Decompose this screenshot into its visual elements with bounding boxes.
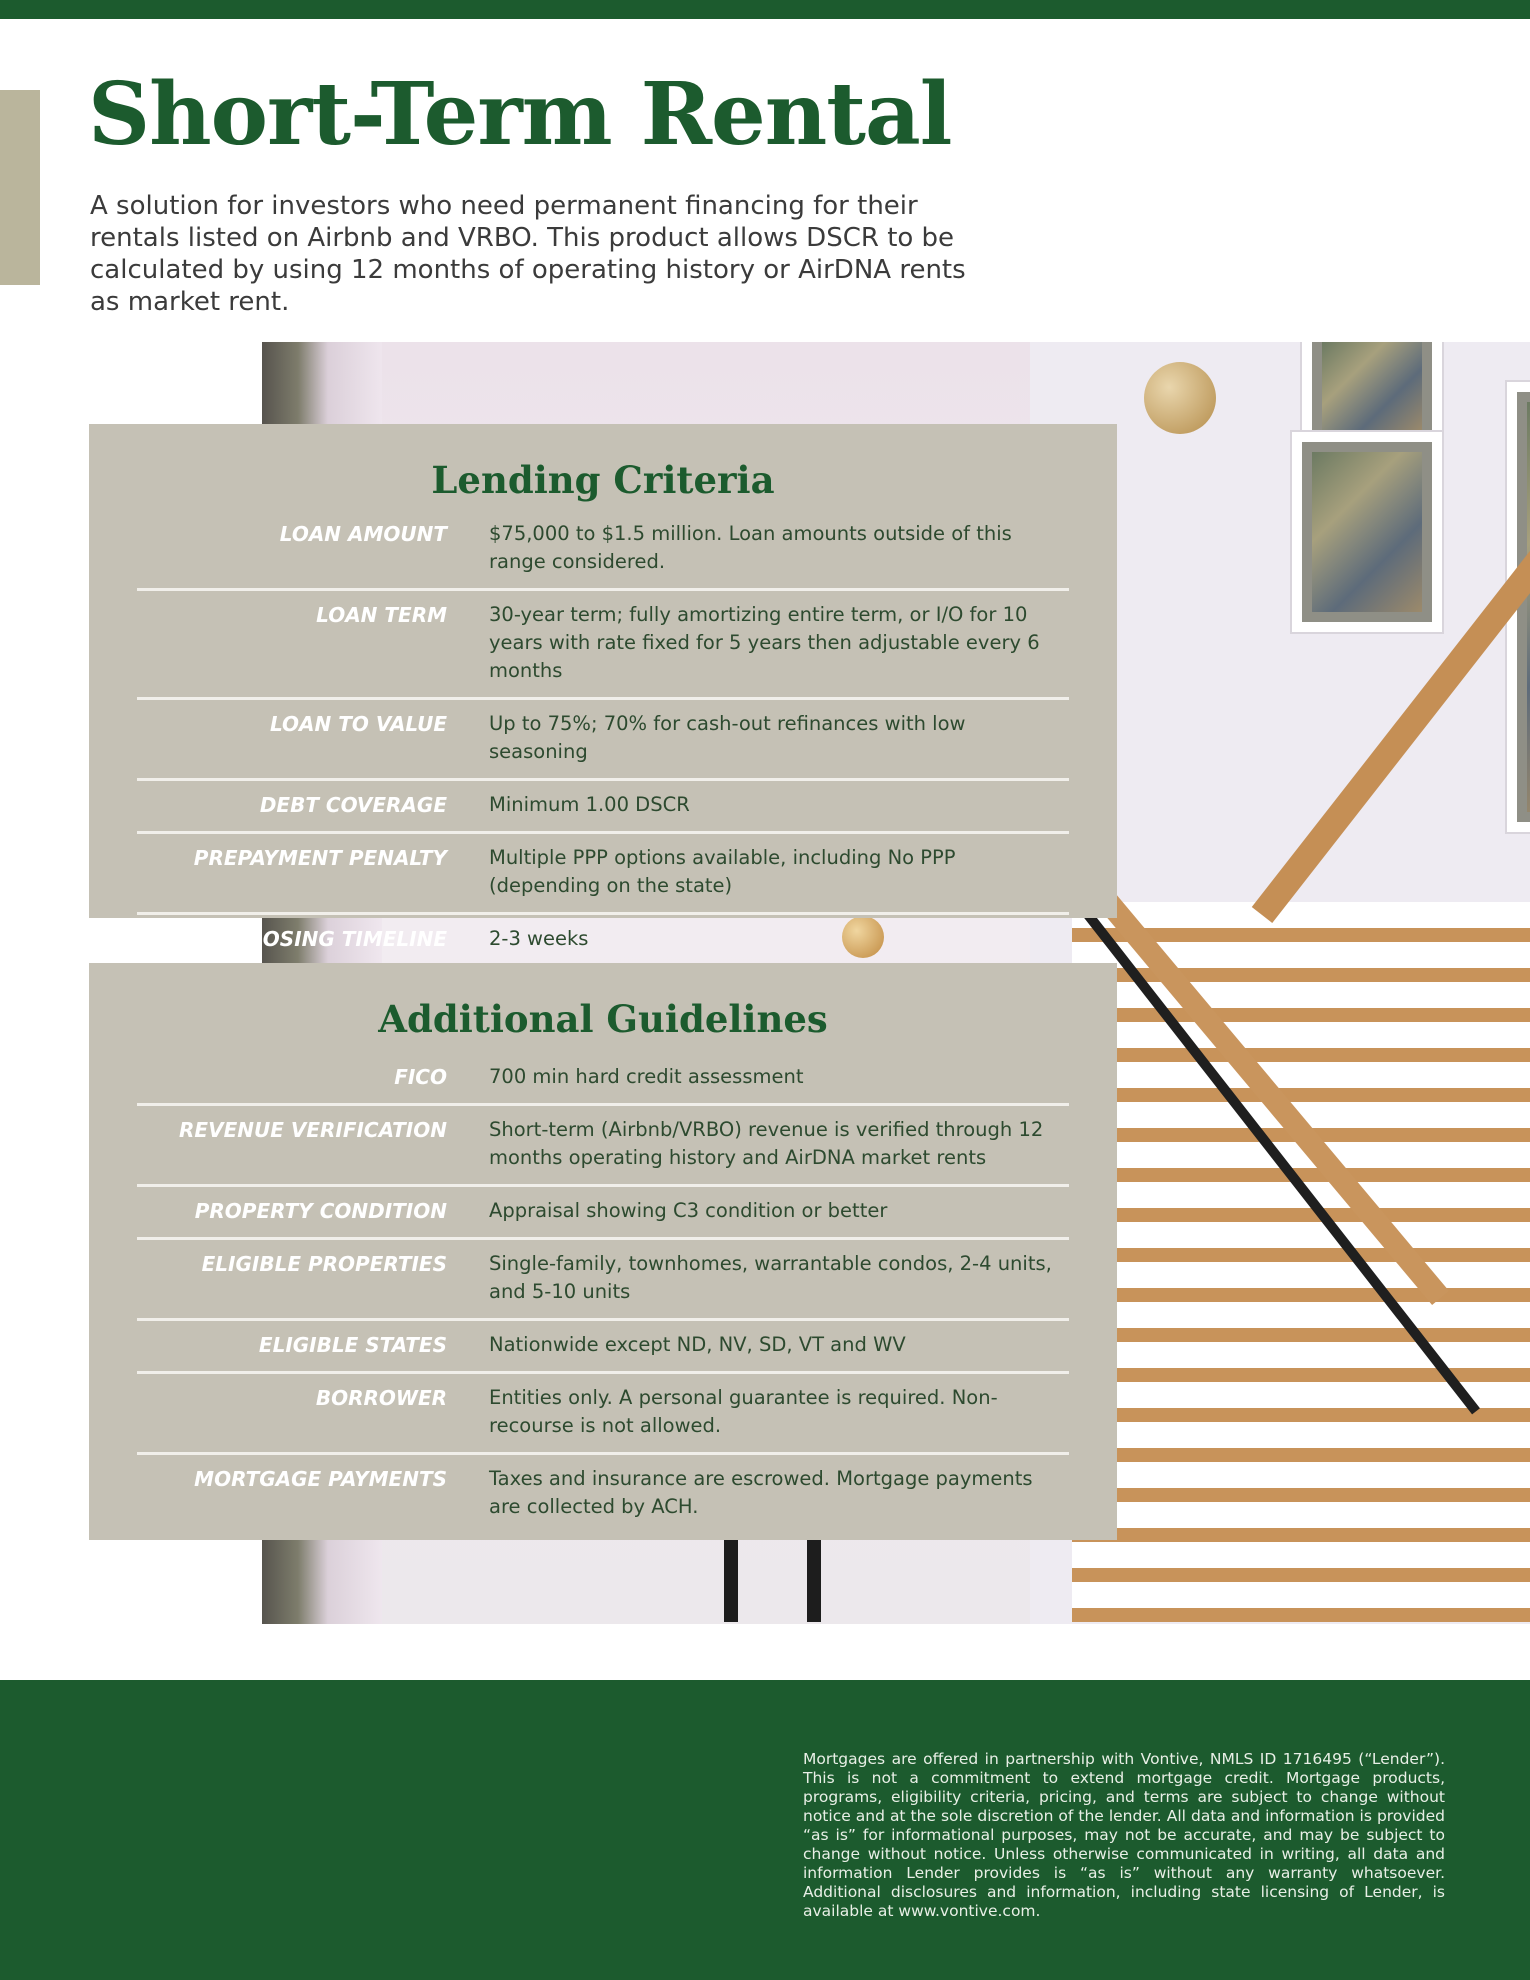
row-value: Appraisal showing C3 condition or better bbox=[489, 1199, 888, 1222]
row-value: Up to 75%; 70% for cash-out refinances with low seasoning bbox=[489, 712, 966, 763]
row-value: Entities only. A personal guarantee is required. Non-recourse is not allowed. bbox=[489, 1386, 998, 1437]
row-label: MORTGAGE PAYMENTS bbox=[194, 1467, 447, 1491]
table-row bbox=[137, 912, 1069, 965]
row-label: PROPERTY CONDITION bbox=[194, 1199, 447, 1223]
row-value: Single-family, townhomes, warrantable condos, 2-4 units, and 5-10 units bbox=[489, 1252, 1052, 1303]
table-row bbox=[137, 1237, 1069, 1318]
row-label: PREPAYMENT PENALTY bbox=[193, 846, 447, 870]
table-row bbox=[137, 831, 1069, 912]
row-label: LOAN TO VALUE bbox=[270, 712, 447, 736]
table-row bbox=[137, 1184, 1069, 1237]
photo-frame-2 bbox=[1292, 432, 1442, 632]
row-label: ELIGIBLE STATES bbox=[258, 1333, 447, 1357]
lending-criteria-table bbox=[137, 516, 1069, 965]
row-value: $75,000 to $1.5 million. Loan amounts outside of this range considered. bbox=[489, 522, 1012, 573]
row-label: BORROWER bbox=[315, 1386, 447, 1410]
table-row bbox=[137, 1318, 1069, 1371]
table-row bbox=[137, 1452, 1069, 1533]
table-row bbox=[137, 1059, 1069, 1103]
side-accent-block bbox=[0, 90, 40, 285]
table-row bbox=[137, 778, 1069, 831]
pendant-lamp bbox=[1144, 362, 1216, 434]
row-value: 700 min hard credit assessment bbox=[489, 1065, 804, 1088]
row-value: Nationwide except ND, NV, SD, VT and WV bbox=[489, 1333, 906, 1356]
row-label: FICO bbox=[394, 1065, 447, 1089]
row-value: Taxes and insurance are escrowed. Mortgage payments are collected by ACH. bbox=[489, 1467, 1033, 1518]
legal-disclaimer: Mortgages are offered in partnership with Vontive, NMLS ID 1716495 (“Lender”). This is not a commitment to extend mortgage credit. Mortgage products, programs, eligibility criteria, pricing, and terms are subject to change without notice and at the sole discretion of the lender. All data and information is provided “as is” for informational purposes, may not be accurate, and may be subject to change without notice. Unless otherwise communicated in writing, all data and information Lender provides is “as is” without any warranty whatsoever. Additional disclosures and information, including state licensing of Lender, is available at www.vontive.com. bbox=[803, 1750, 1445, 1920]
table-row bbox=[137, 588, 1069, 697]
row-label: DEBT COVERAGE bbox=[259, 793, 447, 817]
row-label: LOAN TERM bbox=[316, 603, 447, 627]
table-row bbox=[137, 1371, 1069, 1452]
photo-stairs bbox=[1072, 902, 1530, 1622]
row-label: ELIGIBLE PROPERTIES bbox=[201, 1252, 447, 1276]
row-value: Short-term (Airbnb/VRBO) revenue is verified through 12 months operating history and AirDNA market rents bbox=[489, 1118, 1044, 1169]
row-value: 2-3 weeks bbox=[489, 927, 589, 950]
additional-guidelines-panel bbox=[89, 963, 1117, 1540]
table-row bbox=[137, 697, 1069, 778]
lending-criteria-heading: Lending Criteria bbox=[431, 458, 775, 502]
row-value: 30-year term; fully amortizing entire term, or I/O for 10 years with rate fixed for 5 years then adjustable every 6 months bbox=[489, 603, 1040, 682]
top-accent-bar bbox=[0, 0, 1530, 19]
row-label: LOAN AMOUNT bbox=[279, 522, 447, 546]
additional-guidelines-table bbox=[137, 1059, 1069, 1533]
lending-criteria-panel bbox=[89, 424, 1117, 951]
row-label: CLOSING TIMELINE bbox=[236, 927, 447, 951]
additional-guidelines-heading: Additional Guidelines bbox=[378, 997, 828, 1041]
table-row bbox=[137, 516, 1069, 588]
row-value: Multiple PPP options available, including No PPP (depending on the state) bbox=[489, 846, 956, 897]
intro-paragraph: A solution for investors who need permanent financing for their rentals listed on Airbnb and VRBO. This product allows DSCR to be calculated by using 12 months of operating history or AirDNA rents as market rent. bbox=[90, 191, 966, 317]
row-value: Minimum 1.00 DSCR bbox=[489, 793, 690, 816]
page-title: Short-Term Rental bbox=[88, 64, 952, 165]
row-label: REVENUE VERIFICATION bbox=[179, 1118, 447, 1142]
table-row bbox=[137, 1103, 1069, 1184]
